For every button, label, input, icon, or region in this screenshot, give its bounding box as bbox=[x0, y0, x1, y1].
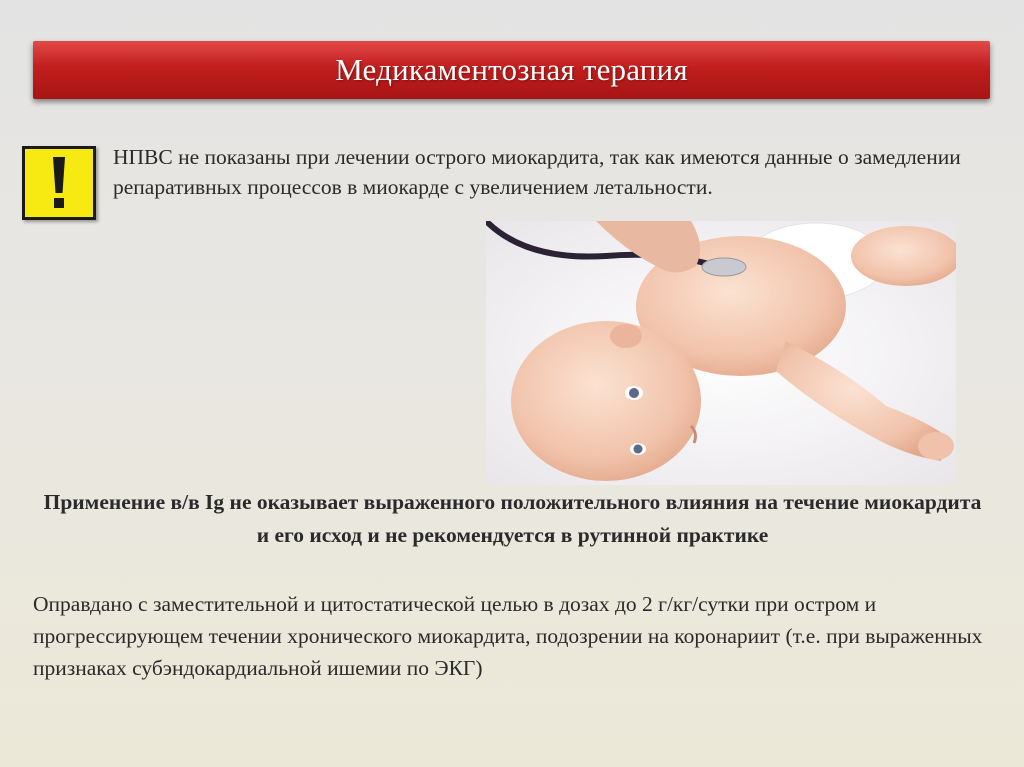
nsaid-warning-text: НПВС не показаны при лечении острого миокардита, так как имеются данные о замедлении репаративных процессов в миокарде с увеличением летальности. bbox=[113, 145, 961, 199]
justification-text: Оправдано с заместительной и цитостатической целью в дозах до 2 г/кг/сутки при остром и прогрессирующем течении хронического миокардита, подозрении на коронариит (т.е. при выраженных признаках субэндокардиальной ишемии по ЭКГ) bbox=[33, 592, 983, 680]
title-banner bbox=[33, 41, 990, 99]
exclamation-icon bbox=[44, 155, 74, 211]
infant-stethoscope-photo bbox=[486, 221, 956, 485]
ig-statement: Применение в/в Ig не оказывает выраженного положительного влияния на течение миокардита и его исход и не рекомендуется в рутинной практике bbox=[43, 490, 982, 547]
slide-title: Медикаментозная терапия bbox=[335, 52, 688, 87]
warning-sign bbox=[22, 146, 96, 220]
